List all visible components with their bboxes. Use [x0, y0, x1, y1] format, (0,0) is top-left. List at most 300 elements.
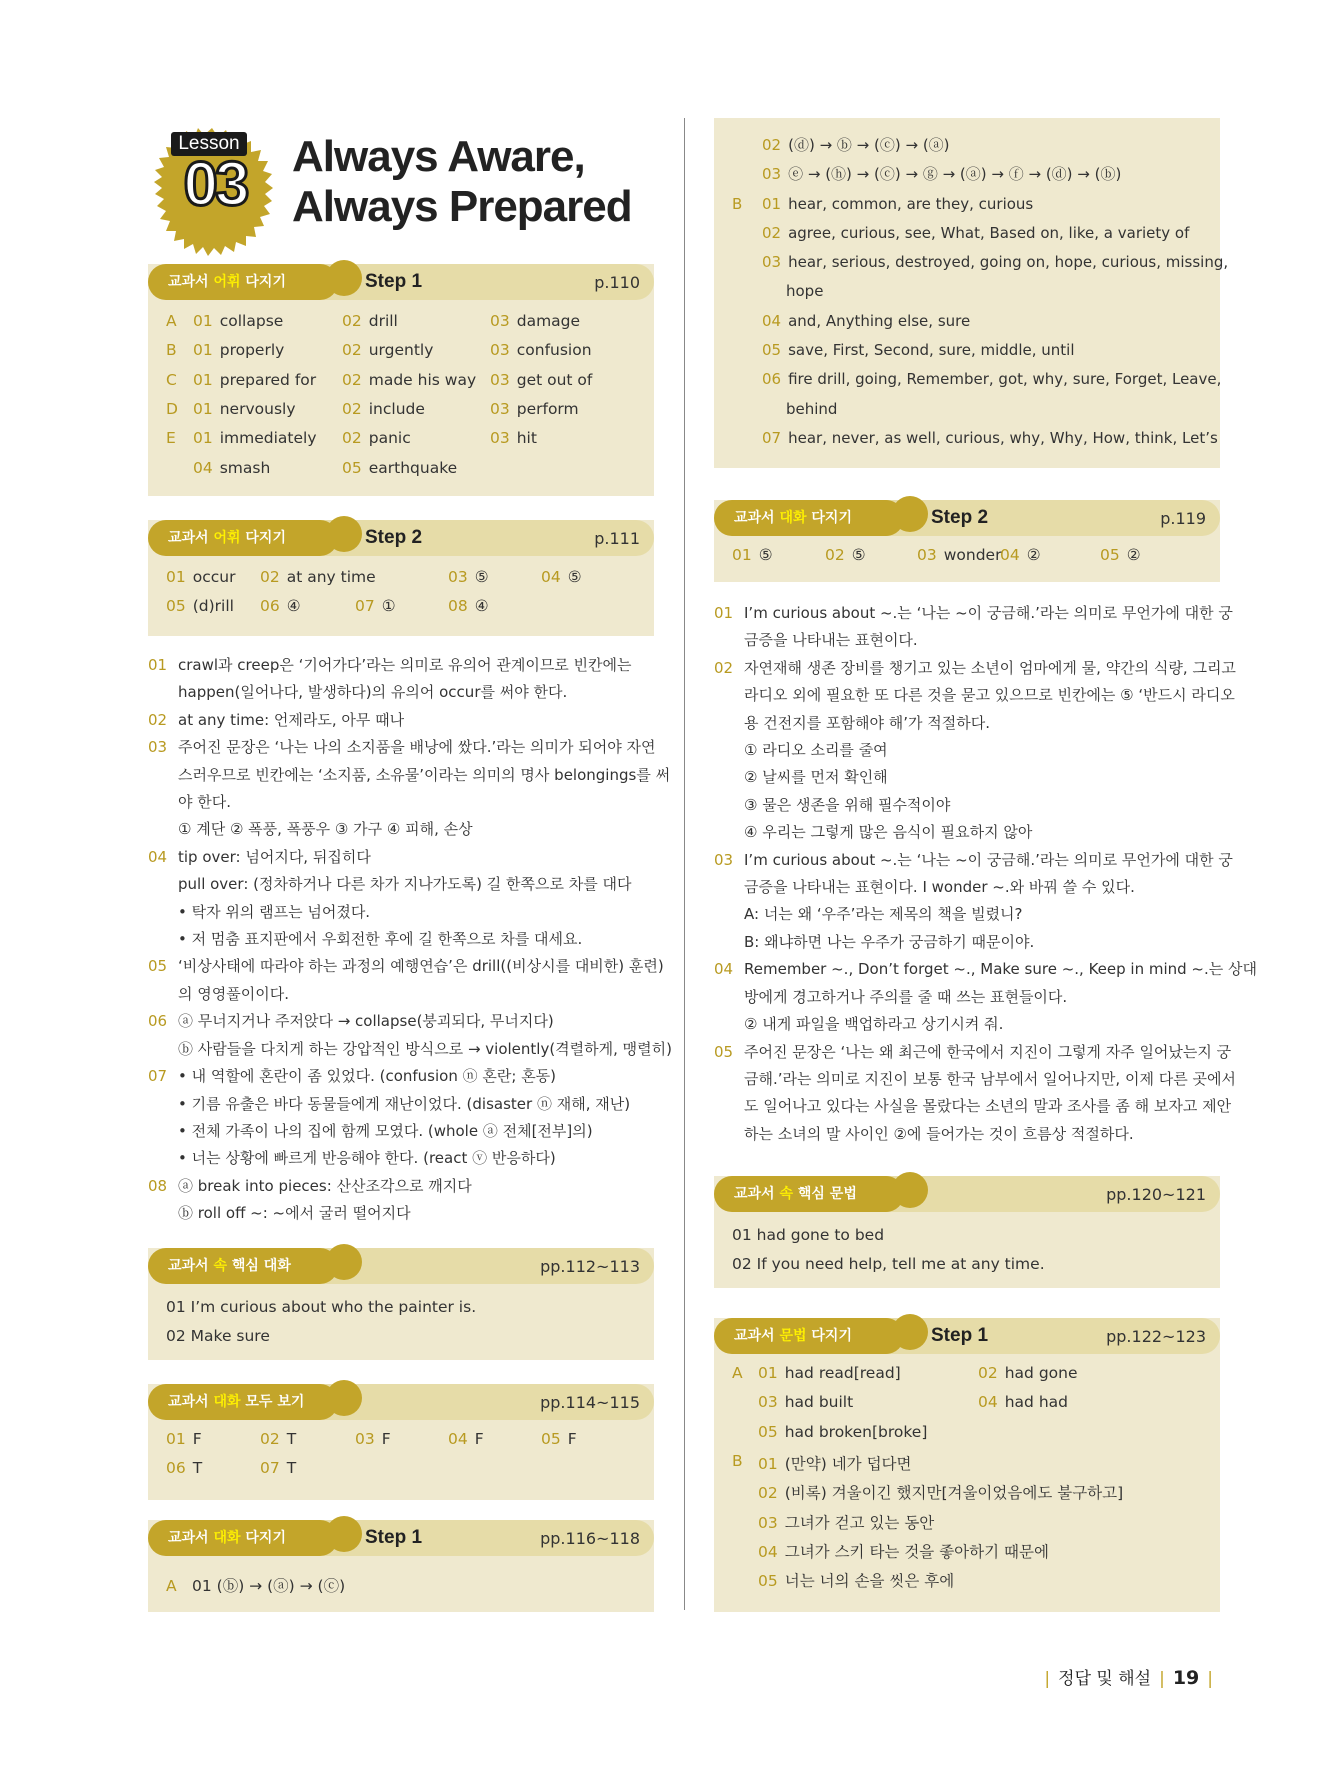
explanation-line	[714, 874, 1257, 901]
line-text: A: 너는 왜 ‘우주’라는 제목의 책을 빌렸니?	[744, 905, 1023, 924]
dialog-step1-continued	[732, 131, 1228, 453]
vocab-answer	[342, 400, 425, 418]
tag-word: 교과서	[734, 1328, 780, 1344]
item-number: 03	[762, 253, 782, 272]
list-item: 01 had gone to bed	[732, 1226, 885, 1244]
line-text: and, Anything else, sure	[788, 311, 971, 330]
explanation-line	[714, 1093, 1257, 1120]
vocab-answer	[166, 597, 234, 615]
tag-word: 다지기	[245, 1530, 286, 1546]
tag-knob	[892, 1314, 928, 1350]
item-text: earthquake	[368, 458, 458, 477]
item-number: 07	[355, 597, 375, 615]
line-text: I’m curious about ~.는 ‘나는 ~이 궁금해.’라는 의미로 무언가에 대한 궁	[744, 850, 1233, 869]
answer-item	[490, 312, 580, 330]
letter-label: A	[732, 1364, 743, 1382]
left-explanations	[148, 652, 672, 1228]
item-text: T	[286, 1430, 297, 1448]
line-text: ⓐ break into pieces: 산산조각으로 깨지다	[178, 1176, 472, 1195]
page-ref: pp.122~123	[1106, 1327, 1206, 1346]
item-text: (d)rill	[192, 597, 234, 615]
explanation-line	[148, 926, 672, 953]
item-number: 02	[260, 1430, 280, 1448]
line-text: hope	[786, 282, 824, 301]
item-number: 05	[714, 1042, 734, 1061]
answer-line	[732, 424, 1228, 453]
grammar-core-box	[714, 1176, 1220, 1288]
grammar-answer	[758, 1393, 853, 1411]
answer-line	[732, 219, 1228, 248]
answer-item	[758, 1572, 954, 1590]
item-number: 02	[342, 341, 362, 360]
line-text: 하는 소녀의 말 사이인 ②에 들어가는 것이 흐름상 적절하다.	[744, 1124, 1134, 1143]
explanation-line	[714, 984, 1257, 1011]
item-number: 05	[342, 458, 362, 477]
item-text: smash	[219, 458, 271, 477]
section-tag	[148, 1248, 338, 1284]
item-text: (만약) 네가 덥다면	[784, 1454, 912, 1473]
letter-label: B	[732, 194, 743, 213]
item-number: 02	[762, 223, 782, 242]
vocab-answer	[448, 597, 489, 615]
answer-item	[541, 568, 582, 586]
answer-item	[758, 1543, 1049, 1561]
letter-label: A	[166, 1577, 177, 1595]
item-text: at any time	[286, 568, 376, 586]
vocab-answer	[490, 400, 579, 418]
line-text: ‘비상사태에 따라야 하는 과정의 예행연습’은 drill((비상시를 대비한) 훈련)	[178, 957, 664, 976]
answer-item	[342, 341, 433, 359]
vocab-answer	[193, 371, 316, 389]
answer-item	[193, 429, 317, 447]
explanation-line	[148, 1063, 672, 1090]
line-text: ① 계단 ② 폭풍, 폭풍우 ③ 가구 ④ 피해, 손상	[178, 820, 473, 839]
line-text: 금증을 나타내는 표현이다. I wonder ~.와 바꿔 쓸 수 있다.	[744, 878, 1135, 897]
step-label: Step 1	[365, 1527, 423, 1548]
tag-knob	[326, 1380, 362, 1416]
explanation-line	[714, 1011, 1257, 1038]
right-explanations	[714, 600, 1257, 1148]
tag-word: 대화	[213, 1530, 246, 1546]
item-text: urgently	[368, 341, 434, 360]
explanation-line	[714, 764, 1257, 791]
section-tag	[714, 500, 904, 536]
answer-item	[732, 546, 773, 564]
item-number: 06	[762, 370, 782, 389]
column-divider	[684, 118, 685, 1610]
dialog-answer	[166, 1459, 202, 1477]
vocab-answer	[342, 459, 457, 477]
item-number: 04	[193, 458, 213, 477]
item-text: ②	[1026, 546, 1041, 564]
item-text: prepared for	[219, 370, 317, 389]
explanation-line	[148, 816, 672, 843]
tag-word: 대화	[263, 1258, 291, 1274]
tag-word: 속	[213, 1258, 232, 1274]
dialog-answer	[541, 1430, 577, 1448]
line-text: 용 건전지를 포함해야 해’가 적절하다.	[744, 713, 990, 732]
line-text: ⓑ 사람들을 다치게 하는 강압적인 방식으로 → violently(격렬하게, 맹렬히)	[178, 1039, 672, 1058]
letter-label: D	[166, 399, 178, 418]
item-number: 01	[714, 604, 734, 622]
tag-knob	[326, 516, 362, 552]
dialog-answer	[732, 546, 773, 564]
tag-word: 교과서	[168, 1530, 214, 1546]
answer-line	[732, 395, 1228, 424]
item-text: had built	[784, 1393, 854, 1412]
line-text: 도 일어나고 있다는 사실을 몰랐다는 소년의 말과 조사를 좀 해 보자고 제안	[744, 1097, 1232, 1116]
dialog-answer	[917, 546, 1001, 564]
answer-item	[166, 1430, 202, 1448]
item-text: (비록) 겨울이긴 했지만[겨울이었음에도 불구하고]	[784, 1484, 1124, 1503]
explanation-line	[714, 737, 1257, 764]
answer-item	[541, 1430, 577, 1448]
page-ref: pp.112~113	[540, 1257, 640, 1276]
explanation-line	[714, 1039, 1257, 1066]
item-text: occur	[192, 568, 236, 586]
answer-text: 01 (ⓑ) → (ⓐ) → (ⓒ)	[192, 1577, 346, 1595]
line-text: happen(일어나다, 발생하다)의 유의어 occur를 써야 한다.	[178, 683, 568, 702]
item-number: 07	[148, 1067, 168, 1086]
explanation-line	[714, 792, 1257, 819]
tag-knob	[326, 260, 362, 296]
answer-item	[260, 568, 376, 586]
answer-item	[355, 597, 396, 615]
item-text: made his way	[368, 370, 477, 389]
explanation-line	[148, 1118, 672, 1145]
item-number: 05	[758, 1572, 778, 1591]
item-number: 03	[490, 429, 510, 448]
explanation-line	[148, 844, 672, 871]
line-text: 자연재해 생존 장비를 챙기고 있는 소년이 엄마에게 물, 약간의 식량, 그리고	[744, 658, 1236, 677]
vocab-answer	[355, 597, 396, 615]
line-text: tip over: 넘어지다, 뒤집히다	[178, 847, 371, 866]
line-text: 금해.’라는 의미로 지진이 보통 한국 남부에서 일어나지만, 이제 다른 곳에서	[744, 1069, 1236, 1088]
vocab-answer	[490, 341, 592, 359]
line-text: behind	[786, 399, 838, 418]
item-number: 05	[148, 957, 168, 976]
answer-line	[732, 248, 1228, 277]
explanation-line	[148, 707, 672, 734]
vocab-answer	[490, 312, 580, 330]
item-text: F	[567, 1430, 577, 1448]
item-number: 03	[448, 568, 468, 586]
lesson-number: 03	[183, 150, 247, 219]
answer-item	[260, 597, 301, 615]
explanation-line	[714, 819, 1257, 846]
footer-label: 정답 및 해설	[1058, 1669, 1152, 1689]
line-text: • 기름 유출은 바다 동물들에게 재난이었다. (disaster ⓝ 재해, 재난)	[178, 1094, 631, 1113]
answer-item	[1100, 546, 1141, 564]
item-number: 05	[762, 341, 782, 360]
explanation-line	[148, 789, 672, 816]
item-number: 01	[193, 370, 213, 389]
line-text: hear, common, are they, curious	[788, 194, 1034, 213]
item-number: 03	[490, 312, 510, 330]
line-text: agree, curious, see, What, Based on, like, a variety of	[788, 223, 1190, 242]
tag-word: 보기	[277, 1394, 305, 1410]
tag-knob	[892, 496, 928, 532]
answer-item	[758, 1455, 912, 1473]
letter-label: C	[166, 370, 177, 389]
answer-item	[978, 1393, 1068, 1411]
dialog-all-box	[148, 1384, 654, 1500]
tag-word: 교과서	[168, 274, 214, 290]
item-number: 01	[193, 341, 213, 360]
item-number: 04	[148, 847, 168, 866]
vocab-answer	[541, 568, 582, 586]
item-number: 04	[1000, 546, 1020, 564]
answer-item	[193, 371, 316, 389]
grammar-answer	[758, 1364, 901, 1382]
item-text: hit	[516, 429, 537, 448]
line-text: fire drill, going, Remember, got, why, sure, Forget, Leave,	[788, 370, 1222, 389]
answer-item	[193, 459, 270, 477]
dialog-answer	[355, 1430, 391, 1448]
item-text: ④	[474, 597, 489, 615]
item-text: ⑤	[567, 568, 582, 586]
dialog-core-box	[148, 1248, 654, 1360]
item-text: 그녀가 스키 타는 것을 좋아하기 때문에	[784, 1542, 1049, 1561]
explanation-line	[714, 847, 1257, 874]
item-text: properly	[219, 341, 285, 360]
tag-knob	[892, 1172, 928, 1208]
line-text: 라디오 외에 필요한 또 다른 것을 묻고 있으므로 빈칸에는 ⑤ ‘반드시 라디오	[744, 686, 1235, 705]
item-number: 03	[490, 370, 510, 389]
explanation-line	[714, 1066, 1257, 1093]
line-text: ② 내게 파일을 백업하라고 상기시켜 줘.	[744, 1015, 1004, 1034]
item-number: 04	[541, 568, 561, 586]
item-number: 08	[148, 1176, 168, 1195]
explanation-line	[714, 655, 1257, 682]
item-text: ①	[381, 597, 396, 615]
step-label: Step 1	[365, 271, 423, 292]
item-text: 그녀가 걷고 있는 동안	[784, 1513, 935, 1532]
item-text: collapse	[219, 312, 284, 330]
answer-item	[342, 459, 457, 477]
step-label: Step 2	[931, 507, 989, 528]
dialog-answer	[825, 546, 866, 564]
answer-item	[758, 1364, 901, 1382]
answer-line	[732, 336, 1228, 365]
grammar-answer	[758, 1481, 1123, 1503]
dialog-answer	[448, 1430, 484, 1448]
line-text: 주어진 문장은 ‘나는 나의 소지품을 배낭에 쌌다.’라는 의미가 되어야 자연	[178, 738, 656, 757]
item-text: perform	[516, 399, 579, 418]
answer-item	[758, 1423, 927, 1441]
item-text: ⑤	[474, 568, 489, 586]
answer-item	[342, 371, 476, 389]
line-text: • 전체 가족이 나의 집에 함께 모였다. (whole ⓐ 전체[전부]의)	[178, 1121, 593, 1140]
dialog-answer	[260, 1430, 296, 1448]
item-number: 01	[758, 1364, 778, 1382]
item-number: 02	[342, 399, 362, 418]
item-number: 01	[732, 546, 752, 564]
item-text: wonder	[943, 546, 1002, 564]
item-number: 04	[758, 1542, 778, 1561]
answer-item	[193, 312, 283, 330]
item-number: 04	[448, 1430, 468, 1448]
answer-line	[732, 307, 1228, 336]
page-footer: | 정답 및 해설 | 19 |	[1044, 1667, 1213, 1689]
step-label: Step 2	[365, 527, 423, 548]
answer-item	[448, 597, 489, 615]
explanation-line	[714, 901, 1257, 928]
answer-item	[825, 546, 866, 564]
item-number: 07	[762, 428, 782, 447]
explanation-line	[148, 981, 672, 1008]
item-number: 05	[166, 597, 186, 615]
item-text: ⑤	[758, 546, 773, 564]
line-text: at any time: 언제라도, 아무 때나	[178, 710, 405, 729]
vocab-answer	[193, 459, 270, 477]
tag-word: 어휘	[213, 530, 246, 546]
item-number: 02	[978, 1364, 998, 1382]
answer-item	[342, 400, 425, 418]
tag-knob	[326, 1244, 362, 1280]
item-text: F	[192, 1430, 202, 1448]
section-tag	[714, 1176, 904, 1212]
item-number: 04	[762, 311, 782, 330]
list-item: 02 Make sure	[166, 1327, 270, 1345]
line-text: hear, serious, destroyed, going on, hope, curious, missing,	[788, 253, 1229, 272]
item-number: 03	[490, 399, 510, 418]
item-text: ④	[286, 597, 301, 615]
explanation-line	[714, 956, 1257, 983]
line-text: • 저 멈춤 표지판에서 우회전한 후에 길 한쪽으로 차를 대세요.	[178, 930, 583, 949]
explanation-line	[148, 871, 672, 898]
item-text: drill	[368, 312, 398, 330]
tag-word: 다지기	[811, 510, 852, 526]
grammar-answer	[758, 1452, 912, 1474]
vocab-answer	[342, 341, 433, 359]
item-number: 04	[978, 1393, 998, 1412]
item-number: 03	[490, 341, 510, 360]
vocab-answer	[448, 568, 489, 586]
vocab-answer	[342, 312, 398, 330]
explanation-line	[714, 1121, 1257, 1148]
tag-knob	[326, 1516, 362, 1552]
explanation-line	[148, 734, 672, 761]
tag-word: 대화	[213, 1394, 246, 1410]
explanation-line	[714, 682, 1257, 709]
tag-word: 문법	[779, 1328, 812, 1344]
item-number: 01	[193, 312, 213, 330]
item-text: confusion	[516, 341, 592, 360]
page-ref: p.119	[1160, 509, 1206, 528]
explanation-line	[148, 679, 672, 706]
line-text: ⓔ → (ⓗ) → (ⓒ) → ⓖ → (ⓐ) → ⓕ → (ⓓ) → (ⓑ)	[788, 165, 1122, 184]
line-text: 의 영영풀이이다.	[178, 984, 289, 1003]
item-text: F	[474, 1430, 484, 1448]
tag-word: 다지기	[811, 1328, 852, 1344]
answer-item	[342, 429, 411, 447]
item-number: 01	[166, 1430, 186, 1448]
line-text: hear, never, as well, curious, why, Why, How, think, Let’s	[788, 428, 1218, 447]
answer-item	[260, 1459, 296, 1477]
tag-word: 문법	[829, 1186, 857, 1202]
tag-word: 핵심	[797, 1186, 830, 1202]
tag-word: 교과서	[168, 530, 214, 546]
line-text: 금증을 나타내는 표현이다.	[744, 631, 918, 650]
item-number: 01	[758, 1454, 778, 1473]
list-item: 02 If you need help, tell me at any time.	[732, 1255, 1045, 1273]
line-text: ① 라디오 소리를 줄여	[744, 741, 888, 760]
line-text: save, First, Second, sure, middle, until	[788, 341, 1075, 360]
item-text: F	[381, 1430, 391, 1448]
item-number: 04	[714, 960, 734, 979]
item-text: had gone	[1004, 1364, 1078, 1382]
explanation-line	[714, 710, 1257, 737]
item-number: 05	[541, 1430, 561, 1448]
explanation-line	[148, 1173, 672, 1200]
line-text: ② 날씨를 먼저 확인해	[744, 768, 888, 787]
item-text: nervously	[219, 399, 296, 418]
item-number: 02	[714, 658, 734, 677]
grammar-answer	[758, 1511, 934, 1533]
answer-item	[193, 400, 296, 418]
item-number: 02	[758, 1484, 778, 1503]
vocab-answer	[342, 371, 476, 389]
explanation-line	[148, 1008, 672, 1035]
answer-item	[342, 312, 398, 330]
page-number: 19	[1172, 1667, 1200, 1689]
explanation-line	[148, 899, 672, 926]
line-text: I’m curious about ~.는 ‘나는 ~이 궁금해.’라는 의미로 무언가에 대한 궁	[744, 604, 1233, 622]
answer-item	[166, 1459, 202, 1477]
answer-line	[732, 365, 1228, 394]
grammar-answer	[758, 1569, 954, 1591]
lesson-title-line1: Always Aware,	[292, 132, 585, 181]
item-text: T	[286, 1459, 297, 1477]
section-tag	[148, 520, 338, 556]
explanation-line	[148, 953, 672, 980]
item-number: 01	[193, 429, 213, 448]
answer-item	[1000, 546, 1041, 564]
lesson-title-line2: Always Prepared	[292, 182, 632, 231]
answer-item	[758, 1393, 853, 1411]
item-number: 05	[758, 1422, 778, 1441]
answer-item	[490, 371, 592, 389]
answer-item	[758, 1484, 1123, 1502]
item-number: 05	[1100, 546, 1120, 564]
answer-item	[166, 597, 234, 615]
tag-word: 대화	[779, 510, 812, 526]
item-text: ⑤	[851, 546, 866, 564]
item-number: 02	[342, 429, 362, 448]
grammar-answer	[758, 1423, 927, 1441]
item-text: get out of	[516, 370, 593, 389]
line-text: B: 왜냐하면 나는 우주가 궁금하기 때문이야.	[744, 932, 1035, 951]
line-text: 스러우므로 빈칸에는 ‘소지품, 소유물’이라는 의미의 명사 belongings를 써	[178, 765, 671, 784]
item-number: 03	[758, 1513, 778, 1532]
explanation-line	[148, 1145, 672, 1172]
explanation-line	[714, 627, 1257, 654]
line-text: pull over: (정차하거나 다른 차가 지나가도록) 길 한쪽으로 차를 대다	[178, 875, 632, 894]
answer-item	[490, 429, 537, 447]
tag-word: 교과서	[734, 510, 780, 526]
line-text: (ⓓ) → ⓑ → (ⓒ) → (ⓐ)	[788, 136, 950, 154]
explanation-line	[148, 762, 672, 789]
vocab-answer	[342, 429, 411, 447]
dialog-step2-box	[714, 500, 1220, 582]
section-tag	[148, 264, 338, 300]
section-tag	[714, 1318, 904, 1354]
answer-line	[732, 131, 1228, 160]
tag-word: 핵심	[231, 1258, 264, 1274]
tag-word: 교과서	[168, 1394, 214, 1410]
section-tag	[148, 1384, 338, 1420]
